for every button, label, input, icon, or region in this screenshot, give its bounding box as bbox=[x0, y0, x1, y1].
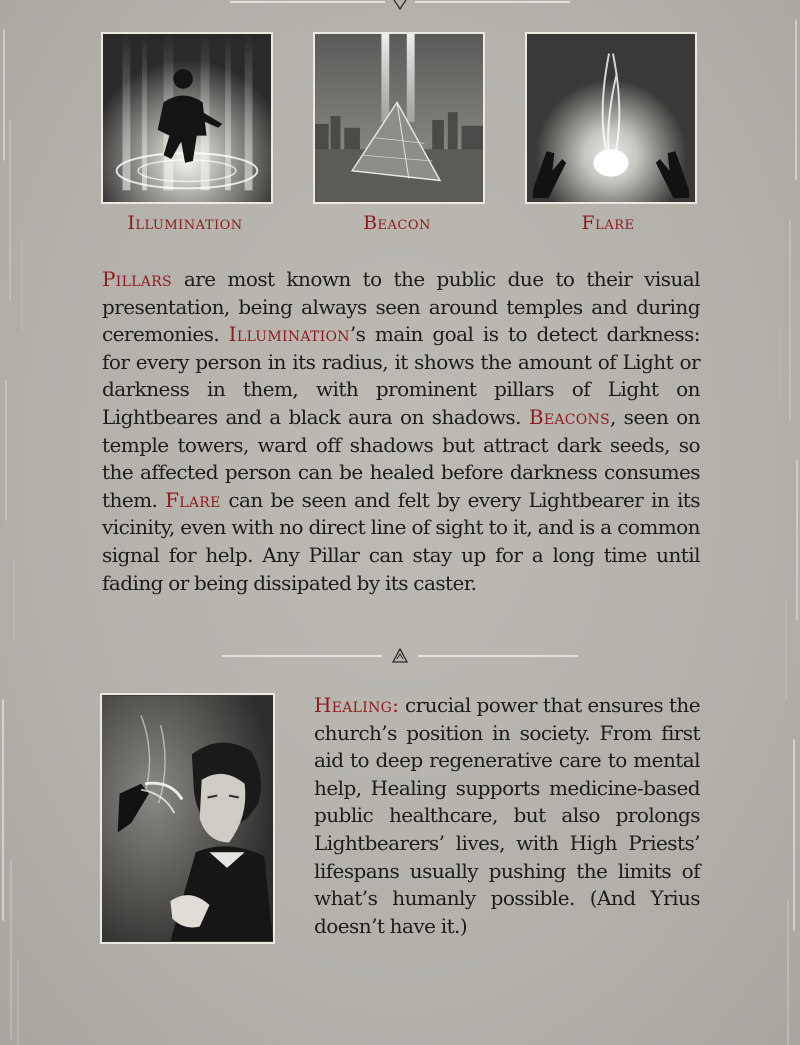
flare-image bbox=[525, 32, 697, 204]
flare-caption: Flare bbox=[581, 212, 635, 234]
healing-description: Healing: crucial power that ensures the church’s position in society. From first aid to deep regenerative care to mental help, Healing supports medicine-based public healthcare, but also prolongs Lightbearers’ lives, with High Priests’ lifespans usually pushing the limits of what’s humanly possible. (And Yrius doesn’t have it.) bbox=[314, 693, 700, 938]
keyword-healing: Healing: bbox=[314, 693, 400, 717]
keyword-pillars: Pillars bbox=[102, 267, 172, 291]
section-divider bbox=[222, 646, 578, 666]
right-edge-light-streaks bbox=[760, 0, 800, 1045]
beacon-image bbox=[313, 32, 485, 204]
keyword-flare: Flare bbox=[165, 487, 221, 512]
top-divider-ornament bbox=[0, 0, 800, 14]
pillars-description: Pillars are most known to the public due to their visual presentation, being always seen around temples and during ceremonies. Illumination’s main goal is to detect darkness: for every person in its radius, it shows the amount of Light or darkness in them, with prominent pillars of Light on Lightbeares and a black aura on shadows. Beacons, seen on temple towers, ward off shadows but attract dark seeds, so the affected person can be healed before darkness consumes them. Flare can be seen and felt by every Lightbearer in its vicinity, even with no direct line of sight to it, and is a common signal for help. Any Pillar can stay up for a long time until fading or being dissipated by its caster. bbox=[102, 267, 700, 595]
left-edge-light-streaks bbox=[0, 0, 40, 1045]
illumination-image bbox=[101, 32, 273, 204]
keyword-beacons: Beacons bbox=[528, 404, 610, 429]
healing-portrait-image bbox=[100, 693, 275, 944]
beacon-caption: Beacon bbox=[363, 212, 431, 234]
illumination-caption: Illumination bbox=[127, 212, 243, 234]
keyword-illumination: Illumination bbox=[228, 322, 350, 347]
